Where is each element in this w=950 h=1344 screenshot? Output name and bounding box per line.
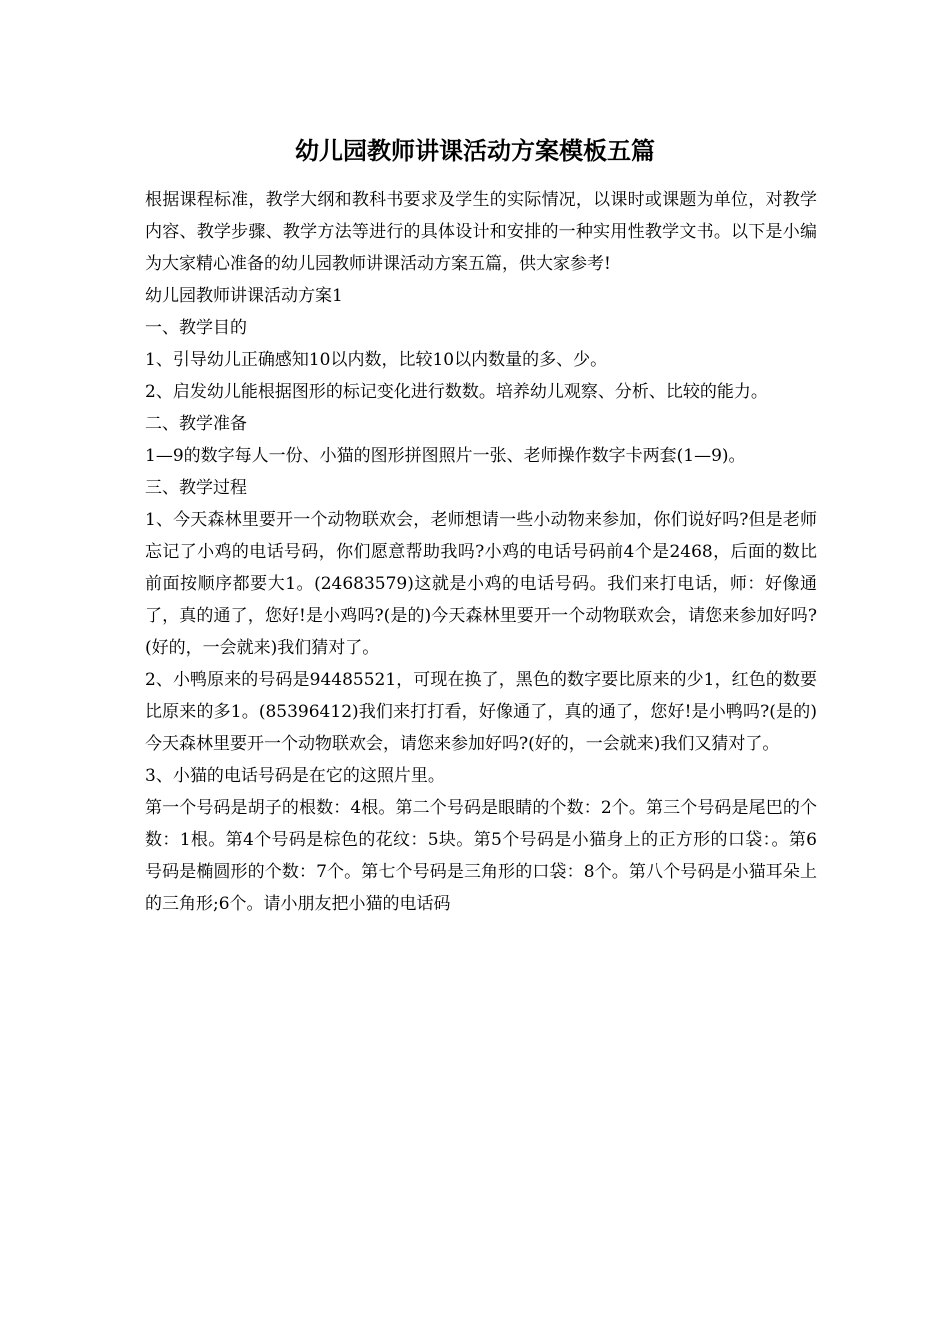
document-body [145, 184, 817, 920]
subsection-heading: 二、教学准备 [145, 414, 247, 434]
body-paragraph: 2、启发幼儿能根据图形的标记变化进行数数。培养幼儿观察、分析、比较的能力。 [145, 382, 768, 402]
document-title: 幼儿园教师讲课活动方案模板五篇 [295, 136, 655, 165]
body-paragraph: 1、引导幼儿正确感知10以内数，比较10以内数量的多、少。 [145, 350, 608, 370]
body-paragraph: 1、今天森林里要开一个动物联欢会，老师想请一些小动物来参加，你们说好吗?但是老师忘记了小鸡的电话号码，你们愿意帮助我吗?小鸡的电话号码前4个是2468，后面的数比前面按顺序都要大1。(24683579)这就是小鸡的电话号码。我们来打电话，师：好像通了，真的通了，您好!是小鸡吗?(是的)今天森林里要开一个动物联欢会，请您来参加好吗?(好的，一会就来)我们猜对了。 [145, 510, 817, 658]
subsection-heading: 三、教学过程 [145, 478, 247, 498]
subsection-heading: 一、教学目的 [145, 318, 247, 338]
body-paragraph: 3、小猫的电话号码是在它的这照片里。 [145, 766, 445, 786]
section-heading: 幼儿园教师讲课活动方案1 [145, 286, 343, 306]
body-paragraph: 1—9的数字每人一份、小猫的图形拼图照片一张、老师操作数字卡两套(1—9)。 [145, 446, 746, 466]
intro-paragraph: 根据课程标准，教学大纲和教科书要求及学生的实际情况，以课时或课题为单位，对教学内容、教学步骤、教学方法等进行的具体设计和安排的一种实用性教学文书。以下是小编为大家精心准备的幼儿园教师讲课活动方案五篇，供大家参考! [145, 190, 817, 274]
body-paragraph: 第一个号码是胡子的根数：4根。第二个号码是眼睛的个数：2个。第三个号码是尾巴的个数：1根。第4个号码是棕色的花纹：5块。第5个号码是小猫身上的正方形的口袋：。第6号码是椭圆形的个数：7个。第七个号码是三角形的口袋：8个。第八个号码是小猫耳朵上的三角形;6个。请小朋友把小猫的电话码 [145, 798, 817, 914]
body-paragraph: 2、小鸭原来的号码是94485521，可现在换了，黑色的数字要比原来的少1，红色的数要比原来的多1。(85396412)我们来打打看，好像通了，真的通了，您好!是小鸭吗?(是的)今天森林里要开一个动物联欢会，请您来参加好吗?(好的，一会就来)我们又猜对了。 [145, 670, 817, 754]
